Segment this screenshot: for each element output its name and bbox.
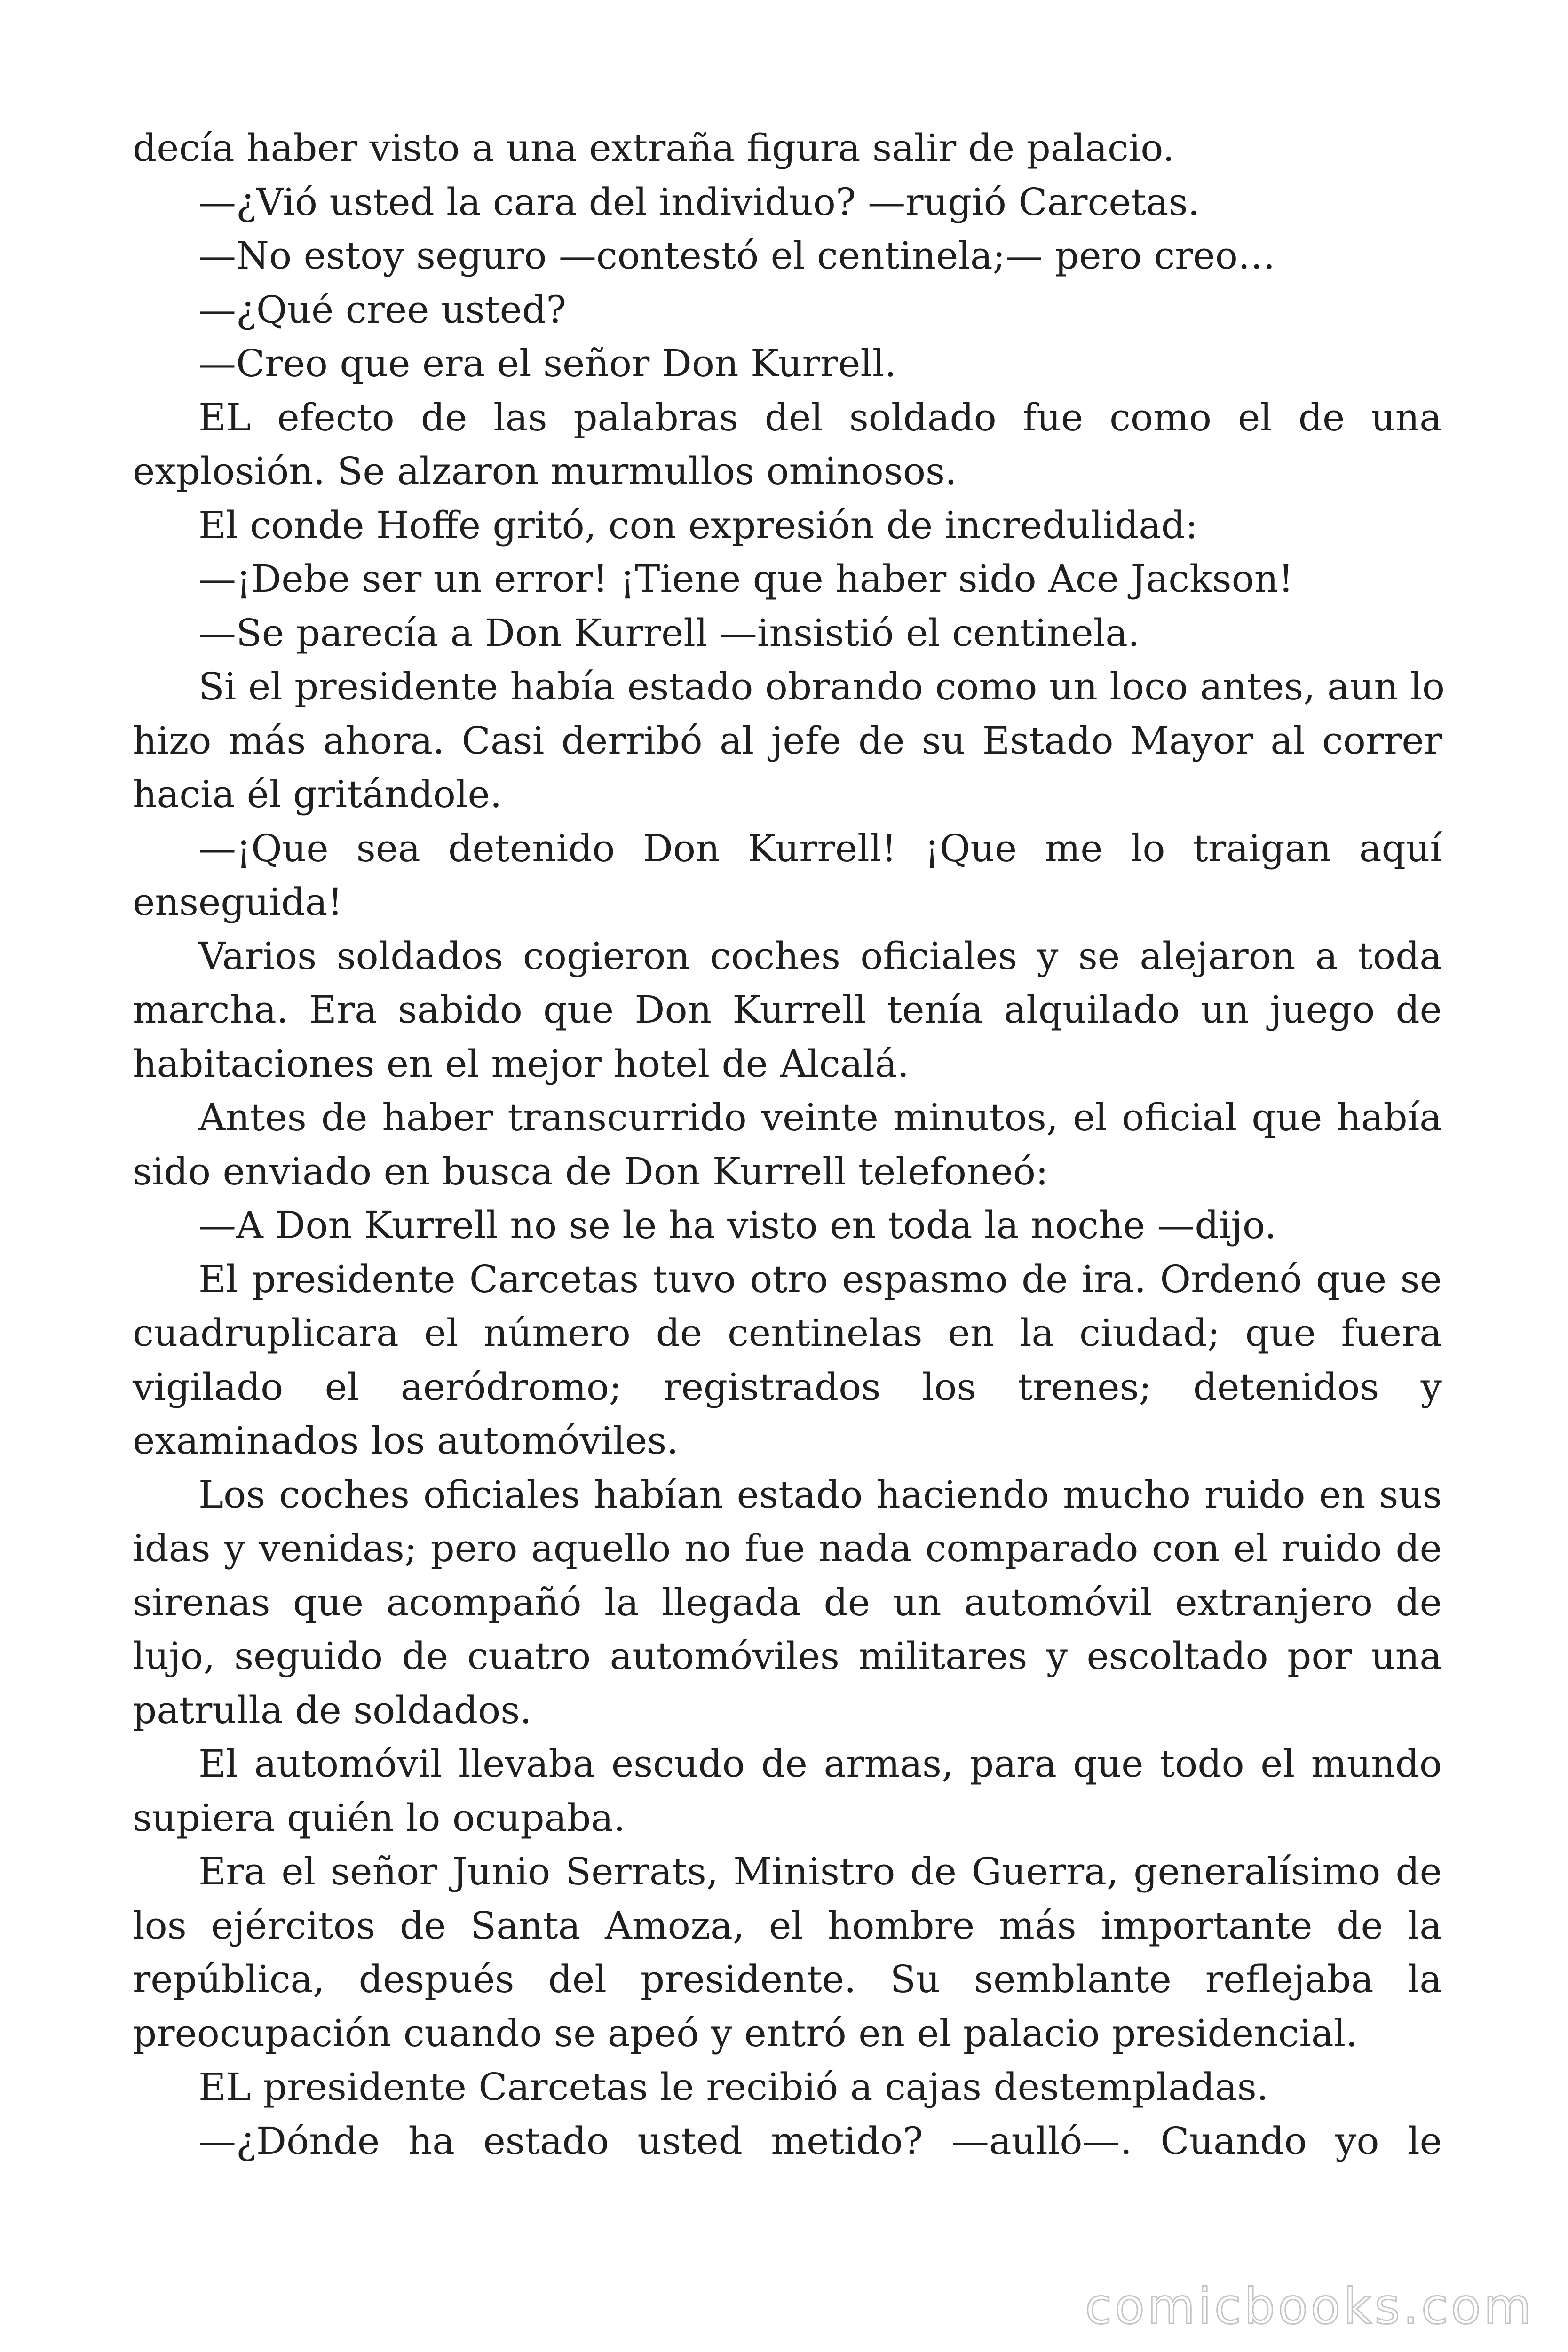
book-page-text: [133, 121, 1445, 2168]
text-line: supiera quién lo ocupaba.: [133, 1796, 626, 1840]
text-line: idas y venidas; pero aquello no fue nada comparado con el ruido de: [133, 1526, 1442, 1570]
text-line: EL efecto de las palabras del soldado fue como el de una: [198, 395, 1442, 439]
text-line: marcha. Era sabido que Don Kurrell tenía alquilado un juego de: [133, 988, 1442, 1032]
text-line: decía haber visto a una extraña figura salir de palacio.: [133, 126, 1175, 170]
text-line: —A Don Kurrell no se le ha visto en toda la noche —dijo.: [198, 1203, 1277, 1247]
text-line: los ejércitos de Santa Amoza, el hombre más importante de la: [133, 1903, 1442, 1947]
text-line: —¿Vió usted la cara del individuo? —rugió Carcetas.: [198, 180, 1200, 224]
text-line: EL presidente Carcetas le recibió a cajas destempladas.: [198, 2065, 1269, 2109]
text-line: preocupación cuando se apeó y entró en el palacio presidencial.: [133, 2011, 1358, 2055]
text-line: —No estoy seguro —contestó el centinela;— pero creo…: [198, 234, 1275, 278]
text-line: enseguida!: [133, 880, 343, 924]
text-line: Los coches oficiales habían estado haciendo mucho ruido en sus: [198, 1472, 1442, 1517]
text-line: hacia él gritándole.: [133, 772, 502, 816]
text-line: —Creo que era el señor Don Kurrell.: [198, 342, 896, 385]
text-line: sirenas que acompañó la llegada de un automóvil extranjero de: [133, 1580, 1442, 1624]
text-line: El conde Hoffe gritó, con expresión de incredulidad:: [198, 503, 1198, 547]
text-line: Varios soldados cogieron coches oficiales y se alejaron a toda: [198, 934, 1442, 978]
text-line: —¡Que sea detenido Don Kurrell! ¡Que me lo traigan aquí: [198, 826, 1442, 870]
text-line: Era el señor Junio Serrats, Ministro de Guerra, generalísimo de: [198, 1850, 1442, 1893]
text-line: examinados los automóviles.: [133, 1419, 679, 1462]
text-line: explosión. Se alzaron murmullos ominosos.: [133, 449, 957, 493]
text-line: lujo, seguido de cuatro automóviles militares y escoltado por una: [133, 1634, 1442, 1678]
text-line: —¿Dónde ha estado usted metido? —aulló—. Cuando yo le: [198, 2119, 1442, 2163]
text-line: sido enviado en busca de Don Kurrell telefoneó:: [133, 1149, 1048, 1193]
text-line: El automóvil llevaba escudo de armas, para que todo el mundo: [198, 1742, 1442, 1786]
text-line: —Se parecía a Don Kurrell —insistió el centinela.: [198, 611, 1140, 655]
text-line: —¿Qué cree usted?: [198, 287, 567, 332]
text-line: Si el presidente había estado obrando como un loco antes, aun lo: [198, 665, 1445, 708]
text-line: El presidente Carcetas tuvo otro espasmo de ira. Ordenó que se: [198, 1257, 1442, 1301]
text-line: habitaciones en el mejor hotel de Alcalá.: [133, 1041, 910, 1086]
text-line: —¡Debe ser un error! ¡Tiene que haber sido Ace Jackson!: [198, 557, 1294, 601]
watermark: comicbooks.com: [1085, 2278, 1534, 2335]
text-line: patrulla de soldados.: [133, 1688, 532, 1732]
text-line: cuadruplicara el número de centinelas en la ciudad; que fuera: [133, 1311, 1442, 1355]
text-line: Antes de haber transcurrido veinte minutos, el oficial que había: [198, 1096, 1442, 1139]
text-line: vigilado el aeródromo; registrados los trenes; detenidos y: [133, 1365, 1442, 1409]
text-line: república, después del presidente. Su semblante reflejaba la: [133, 1957, 1442, 2001]
text-line: hizo más ahora. Casi derribó al jefe de su Estado Mayor al correr: [133, 718, 1442, 763]
